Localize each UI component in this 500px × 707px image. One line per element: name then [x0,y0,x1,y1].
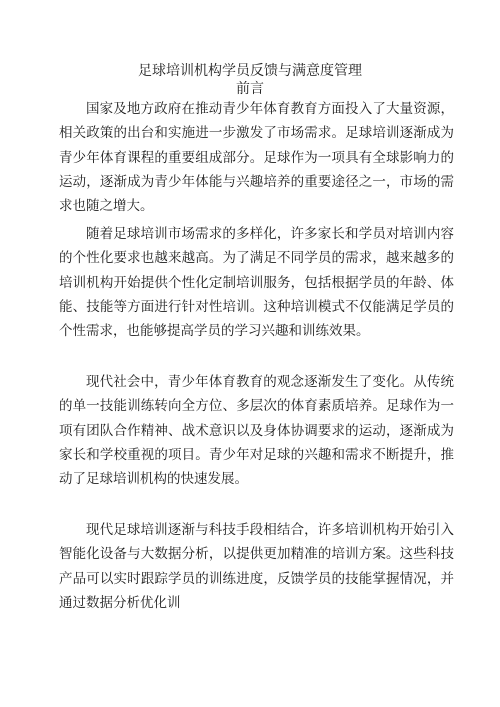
paragraph: 现代社会中，青少年体育教育的观念逐渐发生了变化。从传统的单一技能训练转向全方位、多层次的体育素质培养。足球作为一项有团队合作精神、战术意识以及身体协调要求的运动，逐渐成为家长和学校重视的项目。青少年对足球的兴趣和需求不断提升，推动了足球培训机构的快速发展。 [59,374,454,488]
paragraph: 国家及地方政府在推动青少年体育教育方面投入了大量资源，相关政策的出台和实施进一步激发了市场需求。足球培训逐渐成为青少年体育课程的重要组成部分。足球作为一项具有全球影响力的运动，逐渐成为青少年体能与兴趣培养的重要途径之一，市场的需求也随之增大。 [59,101,454,215]
paragraph: 现代足球培训逐渐与科技手段相结合，许多培训机构开始引入智能化设备与大数据分析，以提供更加精准的培训方案。这些科技产品可以实时跟踪学员的训练进度，反馈学员的技能掌握情况，并通过数据分析优化训 [59,522,454,611]
document-title: 足球培训机构学员反馈与满意度管理 [138,63,362,79]
section-heading-preface: 前言 [236,81,264,97]
paragraph: 随着足球培训市场需求的多样化，许多家长和学员对培训内容的个性化要求也越来越高。为了满足不同学员的需求，越来越多的培训机构开始提供个性化定制培训服务，包括根据学员的年龄、体能、技能等方面进行针对性培训。这种培训模式不仅能满足学员的个性需求，也能够提高学员的学习兴趣和训练效果。 [59,226,454,340]
